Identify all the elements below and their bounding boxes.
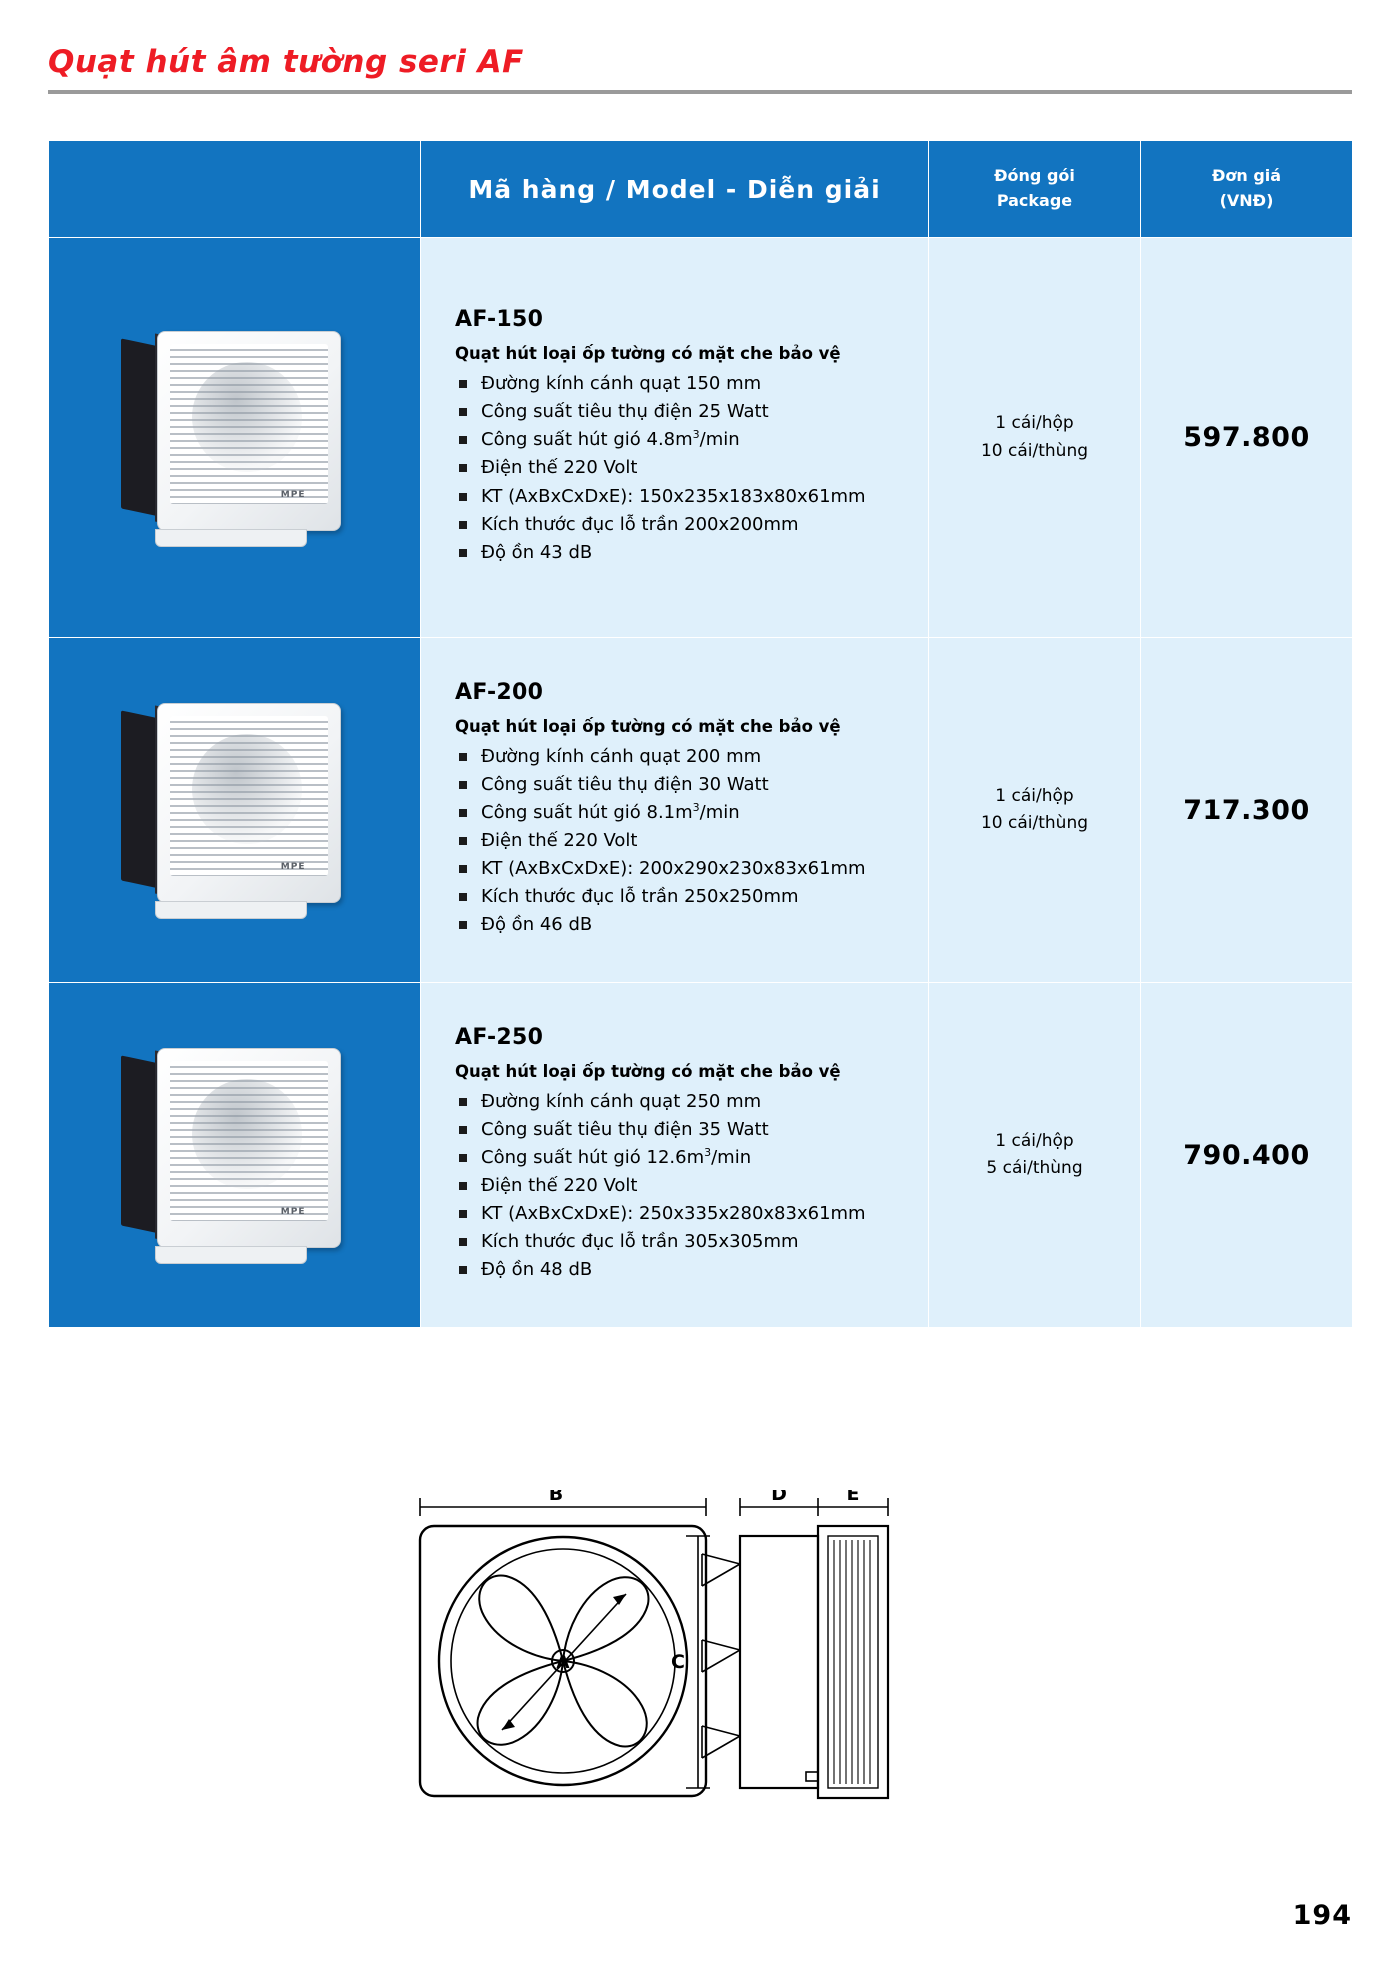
spec-item: Công suất hút gió $12.6m^3/\min$ xyxy=(455,1145,910,1171)
fan-blade-shadow xyxy=(192,1079,302,1189)
product-subtitle: Quạt hút loại ốp tường có mặt che bảo vệ xyxy=(455,716,841,736)
product-model-name: AF-200 xyxy=(455,679,544,705)
package-line2: 5 cái/thùng xyxy=(986,1158,1083,1178)
brand-logo: MPE xyxy=(280,862,306,872)
spec-item: Công suất tiêu thụ điện 25 Watt xyxy=(455,399,910,425)
spec-item: Đường kính cánh quạt 250 mm xyxy=(455,1089,910,1115)
fan-base xyxy=(155,1246,307,1264)
package-line2: 10 cái/thùng xyxy=(980,813,1089,833)
package-line1: 1 cái/hộp xyxy=(995,785,1074,806)
header-divider xyxy=(48,90,1352,94)
column-header-model: Mã hàng / Model - Diễn giải xyxy=(421,141,929,238)
product-spec-list xyxy=(455,371,910,566)
product-description-cell xyxy=(421,638,929,983)
diagram-label-c: C xyxy=(671,1651,685,1673)
spec-item: KT (AxBxCxDxE): 250x335x280x83x61mm xyxy=(455,1201,910,1227)
product-spec-list xyxy=(455,1089,910,1284)
product-package-cell xyxy=(929,638,1141,983)
product-description-cell xyxy=(421,238,929,638)
fan-front-panel xyxy=(157,1048,341,1248)
table-row xyxy=(49,638,1353,983)
column-header-package-line1: Đóng gói xyxy=(994,166,1075,186)
spec-item: Công suất hút gió $8.1m^3/\min$ xyxy=(455,800,910,826)
dimension-diagram-svg xyxy=(410,1490,1010,1850)
spec-item: Điện thế 220 Volt xyxy=(455,1173,910,1199)
spec-item: Độ ồn 46 dB xyxy=(455,912,910,938)
table-header-row xyxy=(49,141,1353,238)
product-table xyxy=(48,140,1353,1328)
product-model-name: AF-150 xyxy=(455,307,544,333)
diagram-label-b: B xyxy=(548,1490,564,1505)
brand-logo: MPE xyxy=(280,489,306,500)
product-price-cell: 790.400 xyxy=(1141,983,1353,1328)
package-line1: 1 cái/hộp xyxy=(995,413,1074,434)
table-row xyxy=(49,983,1353,1328)
spec-item: Kích thước đục lỗ trần 305x305mm xyxy=(455,1229,910,1255)
spec-item: Đường kính cánh quạt 200 mm xyxy=(455,744,910,770)
brand-logo: MPE xyxy=(280,1207,306,1217)
exhaust-fan-image xyxy=(115,695,355,925)
fan-blade-shadow xyxy=(192,362,302,472)
package-line1: 1 cái/hộp xyxy=(995,1130,1074,1151)
product-price-cell: 597.800 xyxy=(1141,238,1353,638)
exhaust-fan-image xyxy=(115,323,355,553)
product-package-cell xyxy=(929,238,1141,638)
spec-item: Công suất tiêu thụ điện 30 Watt xyxy=(455,772,910,798)
fan-base xyxy=(155,529,307,547)
column-header-price-line1: Đơn giá xyxy=(1211,166,1282,186)
spec-item: Độ ồn 43 dB xyxy=(455,540,910,566)
product-package-cell xyxy=(929,983,1141,1328)
column-header-image xyxy=(49,141,421,238)
column-header-price xyxy=(1141,141,1353,238)
page-header xyxy=(48,44,1352,94)
page-title: Quạt hút âm tường seri AF xyxy=(48,44,524,80)
fan-blade-shadow xyxy=(192,734,302,844)
column-header-package-line2: Package xyxy=(996,191,1073,210)
spec-item: Kích thước đục lỗ trần 250x250mm xyxy=(455,884,910,910)
exhaust-fan-image xyxy=(115,1040,355,1270)
column-header-package xyxy=(929,141,1141,238)
product-image-cell xyxy=(49,983,421,1328)
spec-item: Độ ồn 48 dB xyxy=(455,1257,910,1283)
diagram-label-d: D xyxy=(771,1490,787,1505)
product-subtitle: Quạt hút loại ốp tường có mặt che bảo vệ xyxy=(455,344,841,364)
spec-item: KT (AxBxCxDxE): 150x235x183x80x61mm xyxy=(455,484,910,510)
diagram-label-a: A xyxy=(556,1653,570,1673)
spec-item: Công suất hút gió $4.8m^3/\min$ xyxy=(455,427,910,453)
product-model-name: AF-250 xyxy=(455,1024,544,1050)
product-subtitle: Quạt hút loại ốp tường có mặt che bảo vệ xyxy=(455,1061,841,1081)
fan-base xyxy=(155,901,307,919)
table-row xyxy=(49,238,1353,638)
fan-front-panel xyxy=(157,703,341,903)
package-line2: 10 cái/thùng xyxy=(980,440,1089,461)
column-header-price-line2: (VNĐ) xyxy=(1219,191,1274,210)
spec-item: Đường kính cánh quạt 150 mm xyxy=(455,371,910,397)
product-description-cell xyxy=(421,983,929,1328)
spec-item: Điện thế 220 Volt xyxy=(455,828,910,854)
spec-item: Điện thế 220 Volt xyxy=(455,455,910,481)
diagram-label-e: E xyxy=(846,1490,860,1505)
product-image-cell xyxy=(49,238,421,638)
spec-item: Kích thước đục lỗ trần 200x200mm xyxy=(455,512,910,538)
product-image-cell xyxy=(49,638,421,983)
product-spec-list xyxy=(455,744,910,939)
page-number: 194 xyxy=(1292,1900,1352,1931)
fan-front-panel xyxy=(157,331,341,531)
spec-item: Công suất tiêu thụ điện 35 Watt xyxy=(455,1117,910,1143)
spec-item: KT (AxBxCxDxE): 200x290x230x83x61mm xyxy=(455,856,910,882)
dimension-diagram xyxy=(410,1490,1010,1850)
product-price-cell: 717.300 xyxy=(1141,638,1353,983)
